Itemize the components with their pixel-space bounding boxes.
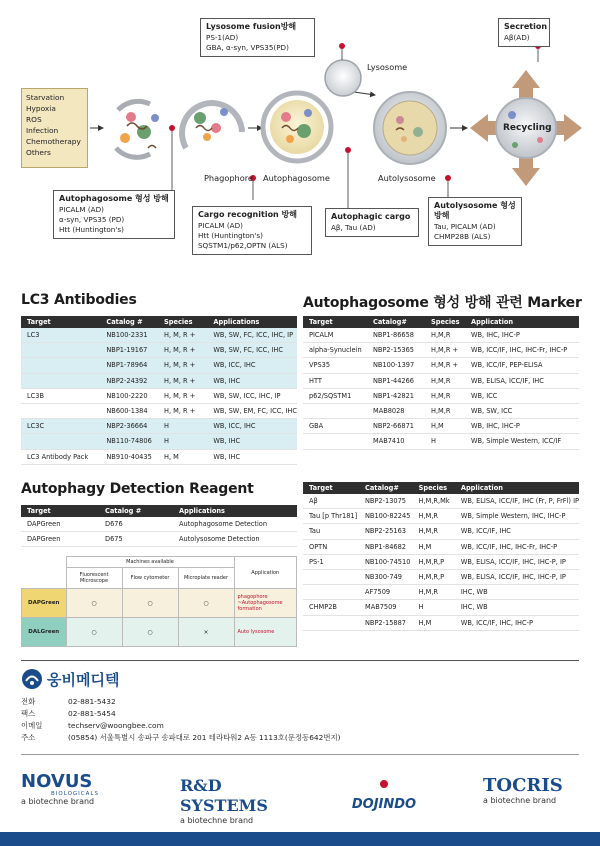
cell: NB110-74806 xyxy=(100,434,158,449)
corner-cell xyxy=(22,557,67,589)
lysosome-graphic xyxy=(325,60,361,96)
fax-value: 02-881-5454 xyxy=(68,709,116,718)
cell: H,M,R,P xyxy=(413,554,455,569)
cell: NB100-2220 xyxy=(100,388,158,403)
cell: H,M,R xyxy=(425,328,465,343)
rnd-logo xyxy=(180,776,280,825)
cell: MAB8028 xyxy=(367,403,425,418)
callout-line: Htt (Huntington's) xyxy=(198,231,263,240)
cell: H xyxy=(413,600,455,615)
dojindo-mark-icon xyxy=(377,779,391,793)
cell: H, M, R + xyxy=(158,328,207,343)
dojindo-logo xyxy=(340,778,428,812)
cell: WB, SW, ICC xyxy=(465,403,579,418)
brand-name: DOJINDO xyxy=(351,797,417,812)
cell: HTT xyxy=(303,373,367,388)
recycling-label: Recycling xyxy=(503,123,552,133)
cell: NBP1-44266 xyxy=(367,373,425,388)
cell xyxy=(303,569,359,584)
cell: WB, IHC xyxy=(207,373,297,388)
col-header: Flow cytometer xyxy=(122,568,178,589)
col-header: Application xyxy=(234,557,297,589)
cell: DAPGreen xyxy=(21,517,99,532)
col-header: Catalog # xyxy=(100,316,158,328)
table-row xyxy=(22,618,297,647)
brand-name: NOVUS xyxy=(21,771,93,792)
cell: NBP1-84682 xyxy=(359,539,413,554)
section-divider xyxy=(21,754,579,755)
cell: NBP2-13075 xyxy=(359,494,413,509)
col-header: Species xyxy=(425,316,465,328)
contact-row xyxy=(21,696,340,708)
cell: WB, Simple Western, IHC, IHC-P xyxy=(455,509,579,524)
cell: H,M,R xyxy=(413,524,455,539)
table-row xyxy=(303,494,579,509)
table-row xyxy=(21,517,297,532)
cell: p62/SQSTM1 xyxy=(303,388,367,403)
cell: NBP1-78964 xyxy=(100,358,158,373)
cell: WB, SW, FC, ICC, IHC xyxy=(207,343,297,358)
cell: NBP2-36664 xyxy=(100,419,158,434)
col-header: Target xyxy=(303,316,367,328)
cell: NBP2-25163 xyxy=(359,524,413,539)
autophagosome-inhibit-callout xyxy=(53,190,175,239)
brand-tagline: a biotechne brand xyxy=(180,816,254,825)
inducer-item: Infection xyxy=(26,126,59,135)
cell: H,M,R xyxy=(425,373,465,388)
inducer-item: Others xyxy=(26,148,51,157)
cell xyxy=(21,434,100,449)
autophagosome-graphic xyxy=(263,93,331,161)
cell: ○ xyxy=(66,618,122,647)
cell: H,M,R,P xyxy=(413,569,455,584)
cell: MAB7509 xyxy=(359,600,413,615)
table-row xyxy=(303,615,579,630)
reagent-cell: DALGreen xyxy=(22,618,67,647)
contact-row xyxy=(21,708,340,720)
company-logo-icon xyxy=(21,668,43,690)
table-row xyxy=(303,600,579,615)
contact-row xyxy=(21,720,340,732)
cell: WB, IHC xyxy=(207,449,297,464)
contact-label: 팩스 xyxy=(21,709,36,718)
autolysosome-graphic xyxy=(374,92,446,164)
cell: ○ xyxy=(66,589,122,618)
cell: LC3C xyxy=(21,419,100,434)
cell: PICALM xyxy=(303,328,367,343)
callout-line: PS-1(AD) xyxy=(206,33,239,42)
cell: AF7509 xyxy=(359,585,413,600)
cell: WB, ELISA, ICC/IF, IHC (Fr, P, FrFl) IP xyxy=(455,494,579,509)
cell xyxy=(21,373,100,388)
cell xyxy=(303,403,367,418)
cell: H,M xyxy=(413,615,455,630)
detection-comparison-table xyxy=(21,556,297,647)
cell: ○ xyxy=(122,589,178,618)
cell: NB100-2331 xyxy=(100,328,158,343)
table-row xyxy=(21,434,297,449)
cell: D675 xyxy=(99,532,173,547)
cell: WB, SW, EM, FC, ICC, IHC xyxy=(207,403,297,418)
callout-title: Autolysosome 형성방해 xyxy=(434,201,516,220)
table-row xyxy=(21,419,297,434)
cell: Aβ xyxy=(303,494,359,509)
callout-line: PICALM (AD) xyxy=(59,205,104,214)
cell: OPTN xyxy=(303,539,359,554)
callout-title: Autophagic cargo xyxy=(331,212,411,221)
callout-line: Tau, PICALM (AD) xyxy=(434,222,496,231)
callout-line: Aβ(AD) xyxy=(504,33,530,42)
cell: IHC, WB xyxy=(455,585,579,600)
col-header: Application xyxy=(465,316,579,328)
brand-tagline: a biotechne brand xyxy=(21,797,95,806)
marker-section-title: Autophagosome 형성 방해 관련 Marker xyxy=(303,295,582,311)
cell: NB100-1397 xyxy=(367,358,425,373)
table-row xyxy=(303,434,579,449)
cell: Tau [p Thr181] xyxy=(303,509,359,524)
table-row xyxy=(21,373,297,388)
cell: WB, ICC/IF, IHC xyxy=(455,524,579,539)
cell: H, M, R + xyxy=(158,388,207,403)
phagophore-graphic xyxy=(182,103,242,148)
cell: D676 xyxy=(99,517,173,532)
cell: H xyxy=(158,419,207,434)
cell: LC3B xyxy=(21,388,100,403)
table-row xyxy=(21,532,297,547)
cell: NBP2-15365 xyxy=(367,343,425,358)
cell: NBP2-15887 xyxy=(359,615,413,630)
cell: H,M,R xyxy=(413,509,455,524)
autophagosome-label: Autophagosome xyxy=(263,173,330,183)
footer-bar xyxy=(0,832,600,846)
cell: NB100-82245 xyxy=(359,509,413,524)
table-row xyxy=(21,328,297,343)
cell: WB, ICC, IHC xyxy=(207,419,297,434)
cell: × xyxy=(178,618,234,647)
col-header: Applications xyxy=(207,316,297,328)
email-link[interactable]: techserv@woongbee.com xyxy=(68,721,164,730)
detection-table xyxy=(21,505,297,547)
cell: WB, ICC/IF, PEP-ELISA xyxy=(465,358,579,373)
table-row xyxy=(303,358,579,373)
col-header: Target xyxy=(21,505,99,517)
cell: NBP2-66871 xyxy=(367,419,425,434)
cell: WB, IHC, IHC-P xyxy=(465,328,579,343)
contact-block xyxy=(21,696,340,744)
table-row xyxy=(303,343,579,358)
cell: H, M, R + xyxy=(158,343,207,358)
table-row xyxy=(21,343,297,358)
cell: WB, ELISA, ICC/IF, IHC, IHC-P, IP xyxy=(455,569,579,584)
col-header: Applications xyxy=(173,505,297,517)
table-row xyxy=(21,388,297,403)
col-header: Species xyxy=(158,316,207,328)
autolysosome-label: Autolysosome xyxy=(378,173,436,183)
reagent-cell: DAPGreen xyxy=(22,589,67,618)
phagophore-label: Phagophore xyxy=(204,173,253,183)
contact-label: 전화 xyxy=(21,697,36,706)
cell: H,M,R xyxy=(425,403,465,418)
cell: H, M xyxy=(158,449,207,464)
callout-line: Htt (Huntington's) xyxy=(59,225,124,234)
cargo-recognition-callout xyxy=(192,206,312,255)
cell: WB, ICC xyxy=(465,388,579,403)
inducer-item: Starvation xyxy=(26,93,65,102)
cell: NBP1-42821 xyxy=(367,388,425,403)
col-header: Target xyxy=(303,482,359,494)
company-name: 웅비메디텍 xyxy=(47,670,120,689)
cell: WB, ICC/IF, IHC, IHC-P xyxy=(455,615,579,630)
cell: IHC, WB xyxy=(455,600,579,615)
cell: ○ xyxy=(122,618,178,647)
cell: NBP2-24392 xyxy=(100,373,158,388)
inducer-item: ROS xyxy=(26,115,42,124)
cell: ○ xyxy=(178,589,234,618)
cell: CHMP2B xyxy=(303,600,359,615)
table-row xyxy=(303,373,579,388)
cell: WB, SW, ICC, IHC, IP xyxy=(207,388,297,403)
autophagic-cargo-callout xyxy=(325,208,419,237)
callout-title: Autophagosome 형성 방해 xyxy=(59,194,169,203)
cell: H,M,R xyxy=(413,585,455,600)
lysosome-fusion-callout xyxy=(200,18,315,57)
cell: WB, IHC, IHC-P xyxy=(465,419,579,434)
col-header: Microplate reader xyxy=(178,568,234,589)
callout-line: CHMP28B (ALS) xyxy=(434,232,491,241)
cell: H,M,R xyxy=(425,388,465,403)
tocris-logo xyxy=(483,776,583,805)
cell: WB, ICC/IF, IHC, IHC-Fr, IHC-P xyxy=(455,539,579,554)
cell: H xyxy=(158,434,207,449)
cell: H xyxy=(425,434,465,449)
brand-sub: BIOLOGICALS xyxy=(51,791,99,797)
cell: NB300-749 xyxy=(359,569,413,584)
cell: NB100-74510 xyxy=(359,554,413,569)
table-row xyxy=(21,358,297,373)
col-header: Catalog# xyxy=(359,482,413,494)
inducer-item: Chemotherapy xyxy=(26,137,81,146)
cell xyxy=(303,585,359,600)
table-row xyxy=(303,585,579,600)
cell: H,M xyxy=(425,419,465,434)
cell xyxy=(21,343,100,358)
cell: WB, SW, FC, ICC, IHC, IP xyxy=(207,328,297,343)
disease-marker-table xyxy=(303,482,579,631)
col-header: Fluorescent Microscope xyxy=(66,568,122,589)
callout-title: Cargo recognition 방해 xyxy=(198,210,297,219)
col-header: Catalog# xyxy=(367,316,425,328)
cell: LC3 xyxy=(21,328,100,343)
table-row xyxy=(303,509,579,524)
cell: NBP1-86658 xyxy=(367,328,425,343)
callout-line: PICALM (AD) xyxy=(198,221,243,230)
cell: WB, IHC xyxy=(207,434,297,449)
cell: WB, ICC/IF, IHC, IHC-Fr, IHC-P xyxy=(465,343,579,358)
cell xyxy=(21,403,100,418)
cell: Tau xyxy=(303,524,359,539)
col-header: Application xyxy=(455,482,579,494)
cell: GBA xyxy=(303,419,367,434)
cell xyxy=(21,358,100,373)
lysosome-label: Lysosome xyxy=(367,62,408,72)
detection-section-title: Autophagy Detection Reagent xyxy=(21,481,254,497)
cell xyxy=(303,615,359,630)
cell: PS-1 xyxy=(303,554,359,569)
cell: Autophagosome Detection xyxy=(173,517,297,532)
address-value: (05854) 서울특별시 송파구 송파대로 201 테라타워2 A동 1113호(문정동642번지) xyxy=(68,733,341,742)
col-header: Species xyxy=(413,482,455,494)
col-header: Target xyxy=(21,316,100,328)
cell: NB910-40435 xyxy=(100,449,158,464)
brand-name: TOCRIS xyxy=(483,775,563,796)
cell: H,M,R + xyxy=(425,358,465,373)
contact-row xyxy=(21,732,340,744)
lc3-section-title: LC3 Antibodies xyxy=(21,292,137,308)
contact-label: 이메일 xyxy=(21,721,43,730)
table-row xyxy=(303,539,579,554)
cell: NB600-1384 xyxy=(100,403,158,418)
cell: NBP1-19167 xyxy=(100,343,158,358)
table-row xyxy=(303,524,579,539)
cell: WB, ELISA, ICC/IF, IHC xyxy=(465,373,579,388)
cell: H, M, R + xyxy=(158,358,207,373)
table-row xyxy=(21,403,297,418)
table-row xyxy=(303,569,579,584)
cell: VPS35 xyxy=(303,358,367,373)
cell: DAPGreen xyxy=(21,532,99,547)
cell: alpha-Synuclein xyxy=(303,343,367,358)
table-row xyxy=(303,403,579,418)
novus-logo xyxy=(21,773,121,806)
cell: WB, Simple Western, ICC/IF xyxy=(465,434,579,449)
brand-name: R&D SYSTEMS xyxy=(180,776,268,815)
table-row xyxy=(303,419,579,434)
table-row xyxy=(303,554,579,569)
table-header-row xyxy=(303,482,579,494)
contact-label: 주소 xyxy=(21,733,36,742)
cell: H,M xyxy=(413,539,455,554)
lc3-table xyxy=(21,316,297,465)
cell: WB, ICC, IHC xyxy=(207,358,297,373)
marker-table xyxy=(303,316,579,450)
table-header-row xyxy=(303,316,579,328)
callout-line: GBA, α-syn, VPS35(PD) xyxy=(206,43,289,52)
cell xyxy=(303,434,367,449)
callout-line: Aβ, Tau (AD) xyxy=(331,223,376,232)
table-header-row xyxy=(21,316,297,328)
table-row xyxy=(303,388,579,403)
callout-line: SQSTM1/p62,OPTN (ALS) xyxy=(198,241,288,250)
cell: MAB7410 xyxy=(367,434,425,449)
cell: H, M, R + xyxy=(158,403,207,418)
inducer-item: Hypoxia xyxy=(26,104,56,113)
cell: Auto lysosome xyxy=(234,618,297,647)
cell: LC3 Antibody Pack xyxy=(21,449,100,464)
col-header: Machines available xyxy=(66,557,234,568)
cell: Autolysosome Detection xyxy=(173,532,297,547)
callout-title: Secretion xyxy=(504,22,548,31)
table-header-row xyxy=(22,557,297,568)
table-row xyxy=(21,449,297,464)
cell: H,M,R + xyxy=(425,343,465,358)
company-logo xyxy=(21,668,119,690)
cell: H, M, R + xyxy=(158,373,207,388)
cell: WB, ELISA, ICC/IF, IHC, IHC-P, IP xyxy=(455,554,579,569)
cell: H,M,R,Mk xyxy=(413,494,455,509)
phone-value: 02-881-5432 xyxy=(68,697,116,706)
table-row xyxy=(22,589,297,618)
autolysosome-inhibit-callout xyxy=(428,197,522,246)
callout-title: Lysosome fusion방해 xyxy=(206,22,297,31)
cell: phagophore ~Autophagosome formation xyxy=(234,589,297,618)
cargo-cluster xyxy=(116,101,159,157)
brand-tagline: a biotechne brand xyxy=(483,796,557,805)
table-header-row xyxy=(21,505,297,517)
section-divider xyxy=(21,660,579,661)
table-row xyxy=(303,328,579,343)
col-header: Catalog # xyxy=(99,505,173,517)
callout-line: α-syn, VPS35 (PD) xyxy=(59,215,125,224)
secretion-callout xyxy=(498,18,550,47)
